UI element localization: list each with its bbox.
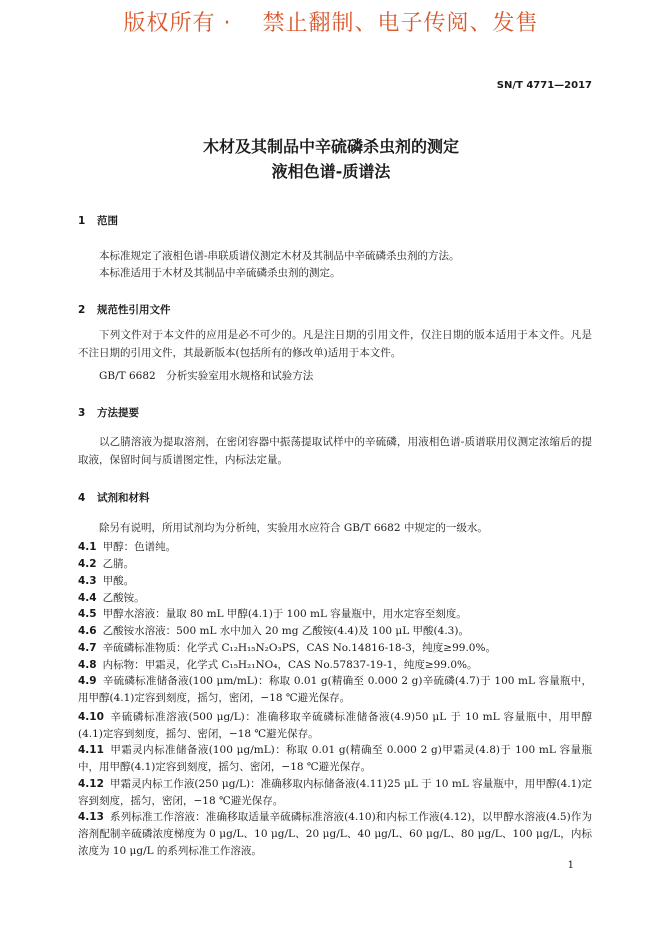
section-heading-3: 3 方法提要 (78, 407, 139, 419)
list-item: 4.3 甲酸。 (78, 575, 135, 587)
section-heading-1: 1 范围 (78, 215, 118, 227)
list-item: 4.5 甲醇水溶液：量取 80 mL 甲醇(4.1)于 100 mL 容量瓶中，用水定容至刻度。 (78, 608, 467, 620)
section-heading-4: 4 试剂和材料 (78, 492, 150, 504)
watermark-banner: 版权所有 · 禁止翻制、电子传阅、发售 (123, 11, 539, 36)
list-item: 4.10 辛硫磷标准溶液(500 μg/L)：准确移取辛硫磷标准储备液(4.9)50 μL 于 10 mL 容量瓶中，用甲醇(4.1)定容到刻度，摇匀、密闭，−18 ℃避光保存。 (78, 711, 592, 740)
standard-code: SN/T 4771—2017 (496, 80, 592, 91)
paragraph: 下列文件对于本文件的应用是必不可少的。凡是注日期的引用文件，仅注日期的版本适用于本文件。凡是不注日期的引用文件，其最新版本(包括所有的修改单)适用于本文件。 (78, 329, 592, 359)
list-item: 4.9 辛硫磷标准储备液(100 μm/mL)：称取 0.01 g(精确至 0.000 2 g)辛硫磷(4.7)于 100 mL 容量瓶中，用甲醇(4.1)定容到刻度，摇匀，密闭，−18 ℃避光保存。 (78, 675, 592, 704)
document-subtitle: 液相色谱-质谱法 (271, 162, 391, 181)
list-item: 4.7 辛硫磷标准物质：化学式 C₁₂H₁₅N₂O₃PS，CAS No.14816-18-3，纯度≥99.0%。 (78, 642, 496, 654)
paragraph: 本标准适用于木材及其制品中辛硫磷杀虫剂的测定。 (99, 267, 341, 279)
list-item: 4.2 乙腈。 (78, 558, 135, 570)
page-number: 1 (567, 860, 574, 871)
paragraph: 以乙腈溶液为提取溶剂，在密闭容器中振荡提取试样中的辛硫磷，用液相色谱-质谱联用仪测定浓缩后的提取液，保留时间与质谱图定性，内标法定量。 (78, 436, 592, 466)
list-item: 4.8 内标物：甲霜灵，化学式 C₁₅H₂₁NO₄，CAS No.57837-19-1，纯度≥99.0%。 (78, 659, 478, 671)
section-heading-2: 2 规范性引用文件 (78, 304, 171, 316)
list-item: 4.12 甲霜灵内标工作液(250 μg/L)：准确移取内标储备液(4.11)25 μL 于 10 mL 容量瓶中，用甲醇(4.1)定容到刻度，摇匀，密闭，−18 ℃避光保存。 (78, 778, 592, 807)
paragraph: 除另有说明，所用试剂均为分析纯，实验用水应符合 GB/T 6682 中规定的一级水。 (99, 522, 488, 534)
list-item: 4.4 乙酸铵。 (78, 592, 145, 604)
reference-item: GB/T 6682 分析实验室用水规格和试验方法 (99, 370, 314, 382)
list-item: 4.11 甲霜灵内标准储备液(100 μg/mL)：称取 0.01 g(精确至 0.000 2 g)甲霜灵(4.8)于 100 mL 容量瓶中，用甲醇(4.1)定容到刻度，摇匀、密闭，−18 ℃避光保存。 (78, 744, 592, 773)
list-item: 4.6 乙酸铵水溶液：500 mL 水中加入 20 mg 乙酸铵(4.4)及 100 μL 甲酸(4.3)。 (78, 625, 469, 637)
list-item: 4.1 甲醇：色谱纯。 (78, 541, 177, 553)
list-item: 4.13 系列标准工作溶液：准确移取适量辛硫磷标准溶液(4.10)和内标工作液(4.12)，以甲醇水溶液(4.5)作为溶剂配制辛硫磷浓度梯度为 0 μg/L、10 μg/L、20 μg/L、40 μg/L、60 μg/L、80 μg/L、100 μg/L，内标浓度为 10 μg/L 的系列标准工作溶液。 (78, 811, 592, 857)
paragraph: 本标准规定了液相色谱-串联质谱仪测定木材及其制品中辛硫磷杀虫剂的方法。 (99, 250, 460, 262)
document-title: 木材及其制品中辛硫磷杀虫剂的测定 (202, 137, 459, 156)
